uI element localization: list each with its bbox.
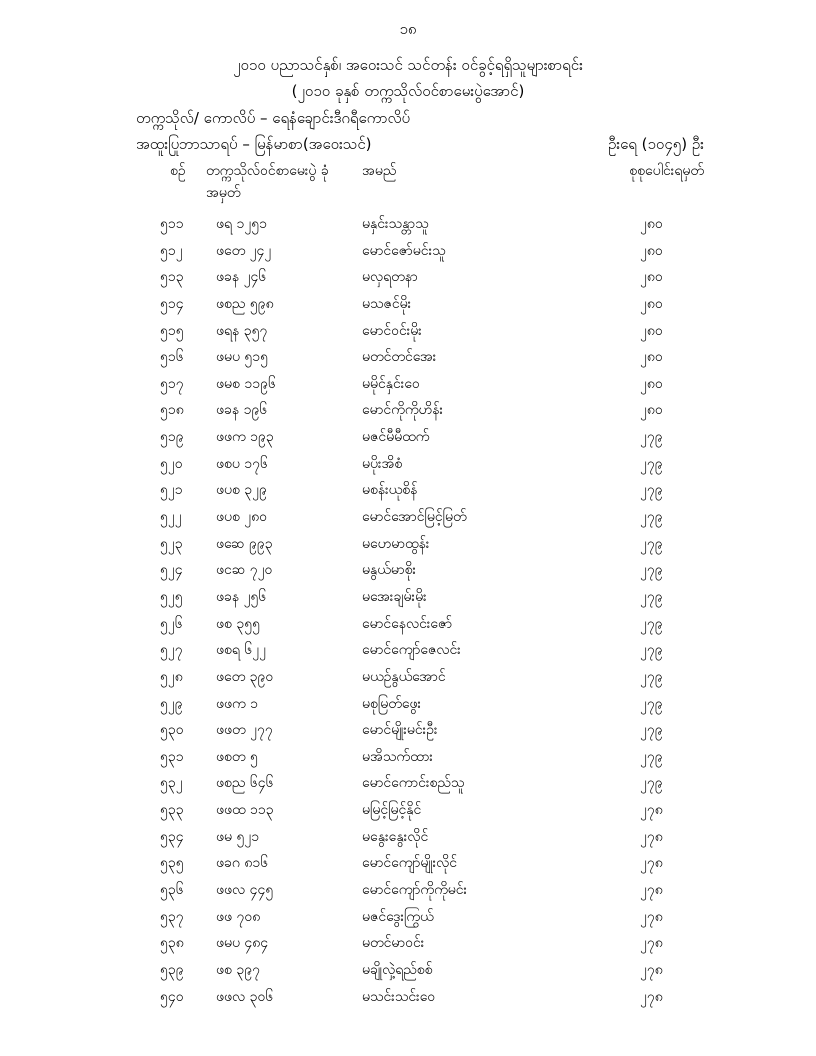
serial-no: ၅၄၀ (160, 988, 184, 1005)
table-row (0, 397, 816, 424)
table-row (0, 930, 816, 957)
serial-no: ၅၂၅ (160, 588, 183, 605)
roll-number: ဖရ ၁၂၅၁ (216, 216, 267, 232)
table-row (0, 744, 816, 771)
total-count: ဦးရေ (၁၀၄၅) ဦး (607, 135, 704, 153)
roll-number: ဖဆေ ၉၉၃ (216, 535, 273, 552)
total-marks: ၂၇၉ (640, 695, 663, 712)
roll-number: ဖစည ၆၄၆ (216, 775, 274, 792)
total-marks: ၂၈၀ (640, 402, 663, 419)
serial-no: ၅၁၅ (160, 322, 184, 339)
roll-number: ဖခန ၁၉၆ (216, 402, 268, 419)
document-subtitle: (၂၀၁၀ ခုနှစ် တက္ကသိုလ်ဝင်စာမေးပွဲအောင်) (291, 82, 525, 100)
table-row (0, 691, 816, 718)
student-name: မတင်တင်အေး (362, 349, 437, 366)
major-line: အထူးပြုဘာသာရပ် – မြန်မာစာ(အဝေးသင်) (136, 135, 372, 153)
roll-number: ဖဖထ ၁၁၃ (216, 802, 274, 819)
table-row (0, 770, 816, 797)
table-row (0, 611, 816, 638)
table-row (0, 344, 816, 371)
total-marks: ၂၇၉ (640, 642, 663, 659)
document-title: ၂၀၁၀ ပညာသင်နှစ်၊ အဝေးသင် သင်တန်း ဝင်ခွင့်ရရှိသူများစာရင်း (233, 56, 583, 74)
table-row (0, 584, 816, 611)
total-marks: ၂၇၈ (640, 855, 663, 872)
table-row (0, 477, 816, 504)
serial-no: ၅၃၆ (160, 882, 184, 899)
table-row (0, 291, 816, 318)
serial-no: ၅၂၇ (160, 642, 183, 659)
table-row (0, 957, 816, 984)
serial-no: ၅၁၉ (160, 429, 184, 446)
serial-no: ၅၁၃ (160, 269, 184, 286)
total-marks: ၂၇၉ (640, 429, 663, 446)
total-marks: ၂၇၈ (640, 802, 663, 819)
student-name: မပိုးအိစံ (362, 455, 403, 472)
student-name: မအိသက်ထား (362, 748, 433, 765)
roll-number: ဖတေ ၂၄၂ (216, 242, 272, 259)
total-marks: ၂၇၉ (640, 615, 663, 632)
serial-no: ၅၂၉ (160, 695, 183, 712)
student-name: မတင်မာဝင်း (362, 935, 425, 952)
student-name: မမိုင်နှင်းဝေ (362, 375, 420, 392)
total-marks: ၂၇၉ (640, 482, 663, 499)
total-marks: ၂၈၀ (640, 349, 663, 366)
table-row (0, 211, 816, 238)
roll-number: ဖမစ ၁၁၉၆ (216, 375, 276, 392)
serial-no: ၅၁၇ (160, 375, 184, 392)
serial-no: ၅၂၀ (160, 455, 183, 472)
table-row (0, 637, 816, 664)
total-marks: ၂၇၈ (640, 828, 663, 845)
total-marks: ၂၈၀ (640, 375, 663, 392)
student-name: မသဇင်မိုး (362, 295, 412, 312)
student-name: မနွယ်မာစိုး (362, 562, 417, 579)
student-name: မောင်ကိုကိုဟိန်း (362, 402, 444, 419)
table-row (0, 424, 816, 451)
serial-no: ၅၃၀ (160, 722, 184, 739)
roll-number: ဖမပ ၄၈၄ (216, 935, 269, 952)
student-name: မမြင့်မြင့်နိုင် (362, 802, 422, 819)
roll-number: ဖဖတ ၂၇၇ (216, 722, 273, 739)
serial-no: ၅၂၈ (160, 668, 183, 685)
total-marks: ၂၇၈ (640, 988, 663, 1005)
serial-no: ၅၂၄ (160, 562, 183, 579)
serial-no: ၅၃၁ (160, 748, 184, 765)
total-marks: ၂၇၉ (640, 509, 663, 526)
total-marks: ၂၈၀ (640, 269, 663, 286)
table-row (0, 904, 816, 931)
serial-no: ၅၁၈ (160, 402, 184, 419)
page-number: ၁၈ (399, 20, 417, 38)
student-name: မနွေးနွေးလိုင် (362, 828, 429, 845)
total-marks: ၂၈၀ (640, 322, 663, 339)
total-marks: ၂၇၈ (640, 961, 663, 978)
roll-number: ဖစည ၅၉၈ (216, 295, 274, 312)
total-marks: ၂၈၀ (640, 295, 663, 312)
student-name: မောင်ကောင်းစည်သူ (362, 775, 465, 792)
table-row (0, 717, 816, 744)
table-row (0, 877, 816, 904)
student-name: မောင်ကျော်ကိုကိုမင်း (362, 882, 468, 899)
student-name: မလှရတနာ (362, 269, 418, 286)
table-row (0, 504, 816, 531)
student-name: မယဉ်နွယ်အောင် (362, 668, 446, 685)
serial-no: ၅၁၂ (160, 242, 183, 259)
total-marks: ၂၇၉ (640, 535, 663, 552)
roll-number: ဖမ ၅၂၁ (216, 828, 260, 845)
total-marks: ၂၇၈ (640, 908, 663, 925)
roll-number: ဖခန ၂၄၆ (216, 269, 267, 286)
table-row (0, 557, 816, 584)
header-name: အမည် (362, 163, 397, 179)
student-name: မဇင်ဒွေးကြွယ် (362, 908, 434, 925)
roll-number: ဖဖ ၇၀၈ (216, 908, 261, 925)
roll-number: ဖစ ၃၉၇ (216, 961, 260, 978)
serial-no: ၅၃၃ (160, 802, 184, 819)
student-name: မောင်မျိုးမင်းဦး (362, 722, 438, 739)
student-name: မစန်းယုစိန် (362, 482, 418, 499)
serial-no: ၅၃၂ (160, 775, 183, 792)
roll-number: ဖငဆ ၇၂၀ (216, 562, 273, 579)
roll-number: ဖဖလ ၃၀၆ (216, 988, 274, 1005)
roll-number: ဖပစ ၃၂၉ (216, 482, 267, 499)
total-marks: ၂၈၀ (640, 216, 663, 232)
total-marks: ၂၇၈ (640, 935, 663, 952)
serial-no: ၅၃၇ (160, 908, 184, 925)
table-row (0, 850, 816, 877)
serial-no: ၅၂၁ (160, 482, 183, 499)
student-name: မောင်ဝင်းမိုး (362, 322, 422, 339)
serial-no: ၅၂၆ (160, 615, 183, 632)
total-marks: ၂၇၉ (640, 722, 663, 739)
total-marks: ၂၇၉ (640, 455, 663, 472)
total-marks: ၂၇၉ (640, 562, 663, 579)
total-marks: ၂၇၉ (640, 748, 663, 765)
roll-number: ဖဖက ၁၉၃ (216, 429, 274, 446)
serial-no: ၅၂၂ (160, 509, 182, 526)
student-name: မဇင်မီမီထက် (362, 429, 430, 446)
total-marks: ၂၇၉ (640, 775, 663, 792)
roll-number: ဖမပ ၅၁၅ (216, 349, 269, 366)
total-marks: ၂၇၈ (640, 882, 663, 899)
student-name: မဟေမာထွန်း (362, 535, 430, 552)
roll-number: ဖခန ၂၅၆ (216, 588, 267, 605)
roll-number: ဖရန ၃၅၇ (216, 322, 268, 339)
total-marks: ၂၇၉ (640, 588, 663, 605)
header-roll-number: တက္ကသိုလ်ဝင်စာမေးပွဲ ခုံအမှတ် (206, 163, 329, 201)
student-name: မအေးချမ်းမိုး (362, 588, 427, 605)
table-row (0, 451, 816, 478)
university-line: တက္ကသိုလ်/ ကောလိပ် – ရေနံချောင်းဒီဂရီကောလိပ် (136, 109, 411, 127)
roll-number: ဖဖလ ၄၄၅ (216, 882, 274, 899)
roll-number: ဖတေ ၃၉၀ (216, 668, 274, 685)
serial-no: ၅၃၉ (160, 961, 184, 978)
serial-no: ၅၁၄ (160, 295, 184, 312)
roll-number: ဖစပ ၁၇၆ (216, 455, 268, 472)
serial-no: ၅၂၃ (160, 535, 183, 552)
student-name: မောင်ကျော်မျိုးလိုင် (362, 855, 458, 872)
table-row (0, 797, 816, 824)
student-name: မစုမြတ်ဖွေး (362, 695, 422, 712)
results-table (0, 211, 816, 1010)
table-row (0, 238, 816, 265)
roll-number: ဖပစ ၂၈၀ (216, 509, 268, 526)
total-marks: ၂၇၉ (640, 668, 663, 685)
student-name: မောင်ကျော်ဇေလင်း (362, 642, 461, 659)
serial-no: ၅၁၁ (160, 216, 184, 232)
table-row (0, 371, 816, 398)
serial-no: ၅၁၆ (160, 349, 184, 366)
student-name: မောင်အောင်မြင့်မြတ် (362, 509, 467, 526)
serial-no: ၅၃၅ (160, 855, 184, 872)
roll-number: ဖစရ ၆၂၂ (216, 642, 266, 659)
table-row (0, 664, 816, 691)
student-name: မနှင်းသန္တာသူ (362, 216, 429, 232)
student-name: မောင်ဇော်မင်းသူ (362, 242, 446, 259)
table-row (0, 264, 816, 291)
table-row (0, 318, 816, 345)
student-name: မောင်နေလင်းဇော် (362, 615, 453, 632)
roll-number: ဖဖက ၁ (216, 695, 259, 712)
roll-number: ဖခဂ ၈၁၆ (216, 855, 269, 872)
header-serial-no: စဉ် (170, 163, 186, 179)
roll-number: ဖစတ ၅ (216, 748, 258, 765)
serial-no: ၅၃၈ (160, 935, 184, 952)
student-name: မချိုလှဲ့ရည်စစ် (362, 961, 433, 978)
roll-number: ဖစ ၃၅၅ (216, 615, 260, 632)
student-name: မသင်းသင်းဝေ (362, 988, 436, 1005)
header-total-marks: စုစုပေါင်းရမှတ် (629, 163, 704, 179)
table-row (0, 531, 816, 558)
table-row (0, 824, 816, 851)
serial-no: ၅၃၄ (160, 828, 184, 845)
table-row (0, 984, 816, 1011)
total-marks: ၂၈၀ (640, 242, 663, 259)
